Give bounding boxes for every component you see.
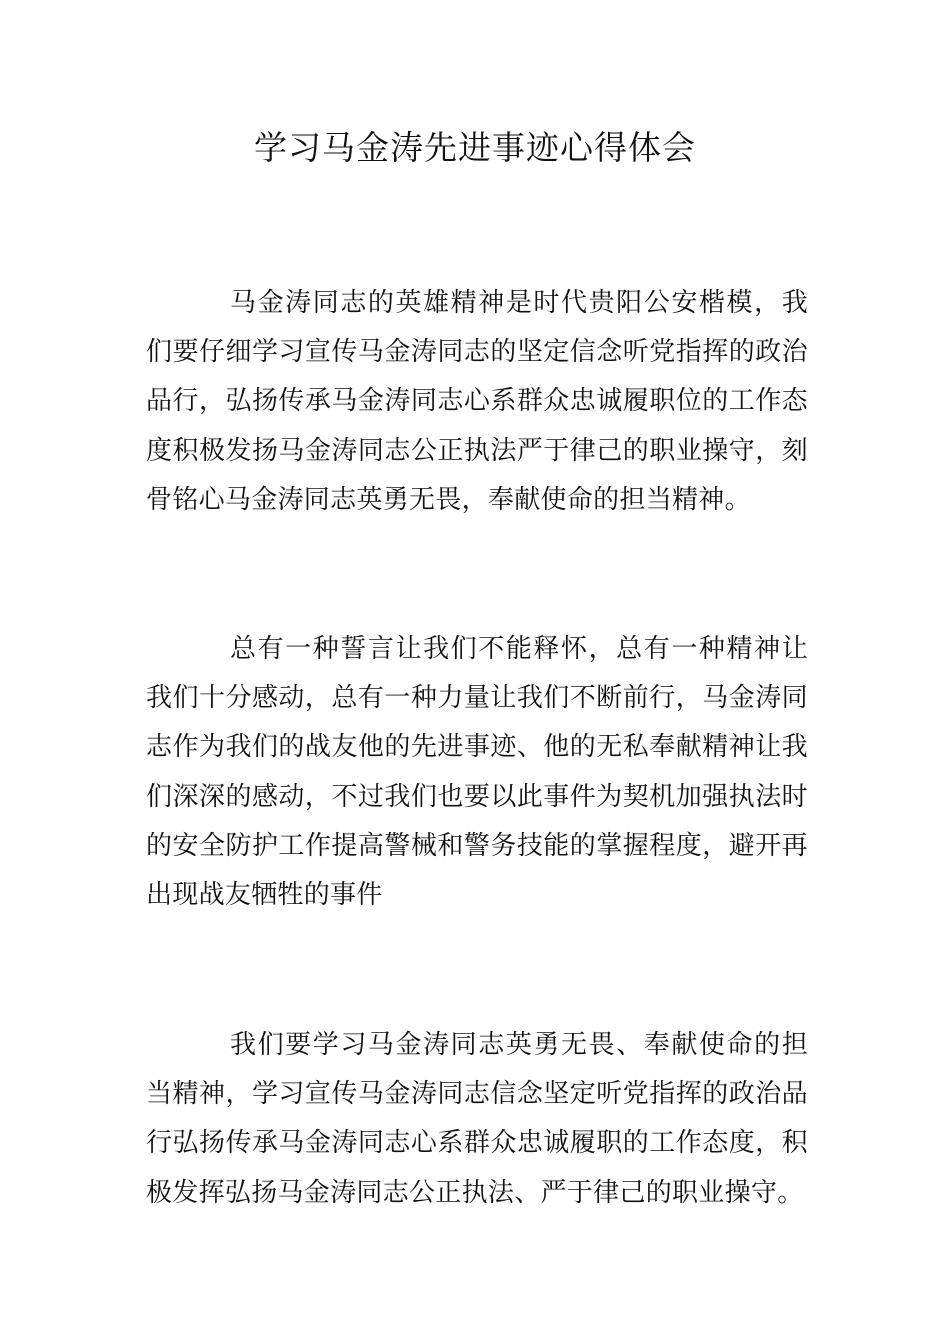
document-title: 学习马金涛先进事迹心得体会	[254, 128, 696, 167]
paragraph-1: 马金涛同志的英雄精神是时代贵阳公安楷模，我们要仔细学习宣传马金涛同志的坚定信念听党指挥的政治品行，弘扬传承马金涛同志心系群众忠诚履职位的工作态度积极发扬马金涛同志公正执法严于律己的职业操守，刻骨铭心马金涛同志英勇无畏，奉献使命的担当精神。	[146, 288, 808, 515]
paragraph-3: 我们要学习马金涛同志英勇无畏、奉献使命的担当精神，学习宣传马金涛同志信念坚定听党指挥的政治品行弘扬传承马金涛同志心系群众忠诚履职的工作态度，积极发挥弘扬马金涛同志公正执法、严于律己的职业操守。	[146, 1030, 808, 1208]
paragraph-2: 总有一种誓言让我们不能释怀，总有一种精神让我们十分感动，总有一种力量让我们不断前行，马金涛同志作为我们的战友他的先进事迹、他的无私奉献精神让我们深深的感动，不过我们也要以此事件为契机加强执法时的安全防护工作提高警械和警务技能的掌握程度，避开再出现战友牺牲的事件	[146, 634, 808, 911]
